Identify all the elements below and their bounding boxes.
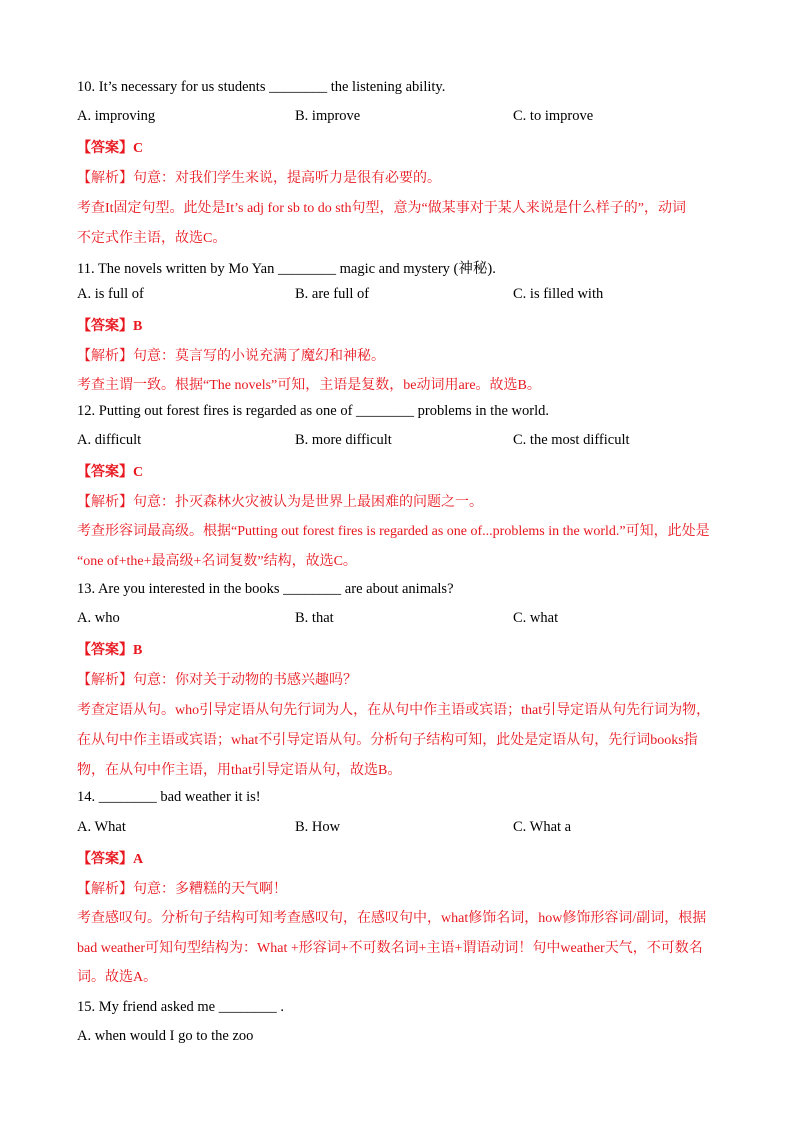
question-12-option-c: C. the most difficult: [513, 432, 630, 448]
question-10-analysis-line: 考查It固定句型。此处是It’s adj for sb to do sth句型，意为“做某事对于某人来说是什么样子的”，动词: [77, 201, 686, 216]
question-11-option-b: B. are full of: [295, 286, 370, 302]
question-14-analysis-line: 考查感叹句。分析句子结构可知考查感叹句，在感叹句中，what修饰名词，how修饰形容词/副词，根据: [77, 911, 707, 926]
question-13-analysis-line: 在从句中作主语或宾语；what不引导定语从句。分析句子结构可知，此处是定语从句，先行词books指: [77, 733, 698, 748]
question-15-stem: 15. My friend asked me ________ .: [77, 999, 284, 1015]
question-14-option-b: B. How: [295, 819, 341, 835]
question-14-option-a: A. What: [77, 819, 126, 835]
question-14-answer: 【答案】A: [77, 852, 144, 867]
question-13-stem: 13. Are you interested in the books ________ are about animals?: [77, 581, 454, 597]
question-13-analysis-line: 【解析】句意：你对关于动物的书感兴趣吗？: [77, 673, 357, 688]
question-12-analysis-line: 考查形容词最高级。根据“Putting out forest fires is regarded as one of...problems in the world.”可知，此处是: [77, 524, 710, 539]
question-13-analysis-line: 物，在从句中作主语，用that引导定语从句，故选B。: [77, 763, 402, 778]
question-11-option-a: A. is full of: [77, 286, 144, 302]
question-11-answer: 【答案】B: [77, 319, 143, 334]
question-12-option-a: A. difficult: [77, 432, 142, 448]
question-14-option-c: C. What a: [513, 819, 572, 835]
question-12-answer: 【答案】C: [77, 465, 144, 480]
question-10-answer: 【答案】C: [77, 141, 144, 156]
question-13-analysis-line: 考查定语从句。who引导定语从句先行词为人，在从句中作主语或宾语；that引导定语从句先行词为物，: [77, 703, 711, 718]
question-14-stem: 14. ________ bad weather it is!: [77, 789, 261, 805]
question-14-analysis-line: 【解析】句意：多糟糕的天气啊！: [77, 882, 287, 897]
question-14-analysis-line: bad weather可知句型结构为：What +形容词+不可数名词+主语+谓语动词！句中weather天气，不可数名: [77, 941, 703, 956]
question-10-option-c: C. to improve: [513, 108, 594, 124]
question-13-option-c: C. what: [513, 610, 559, 626]
question-12-analysis-line: 【解析】句意：扑灭森林火灾被认为是世界上最困难的问题之一。: [77, 495, 483, 510]
question-11-stem: 11. The novels written by Mo Yan ________ magic and mystery (神秘).: [77, 261, 496, 277]
question-13-option-a: A. who: [77, 610, 120, 626]
question-10-analysis-line: 不定式作主语，故选C。: [77, 231, 227, 246]
question-11-analysis-line: 【解析】句意：莫言写的小说充满了魔幻和神秘。: [77, 349, 385, 364]
question-11-analysis-line: 考查主谓一致。根据“The novels”可知，主语是复数，be动词用are。故选B。: [77, 378, 541, 393]
question-14-analysis-line: 词。故选A。: [77, 970, 158, 985]
question-15-option-a: A. when would I go to the zoo: [77, 1028, 254, 1044]
question-10-stem: 10. It’s necessary for us students ________ the listening ability.: [77, 79, 446, 95]
question-12-stem: 12. Putting out forest fires is regarded as one of ________ problems in the world.: [77, 403, 549, 419]
question-12-option-b: B. more difficult: [295, 432, 392, 448]
question-12-analysis-line: “one of+the+最高级+名词复数”结构，故选C。: [77, 554, 357, 569]
question-10-option-b: B. improve: [295, 108, 361, 124]
question-10-analysis-line: 【解析】句意：对我们学生来说，提高听力是很有必要的。: [77, 171, 441, 186]
question-13-answer: 【答案】B: [77, 643, 143, 658]
question-10-option-a: A. improving: [77, 108, 156, 124]
question-11-option-c: C. is filled with: [513, 286, 604, 302]
question-13-option-b: B. that: [295, 610, 334, 626]
